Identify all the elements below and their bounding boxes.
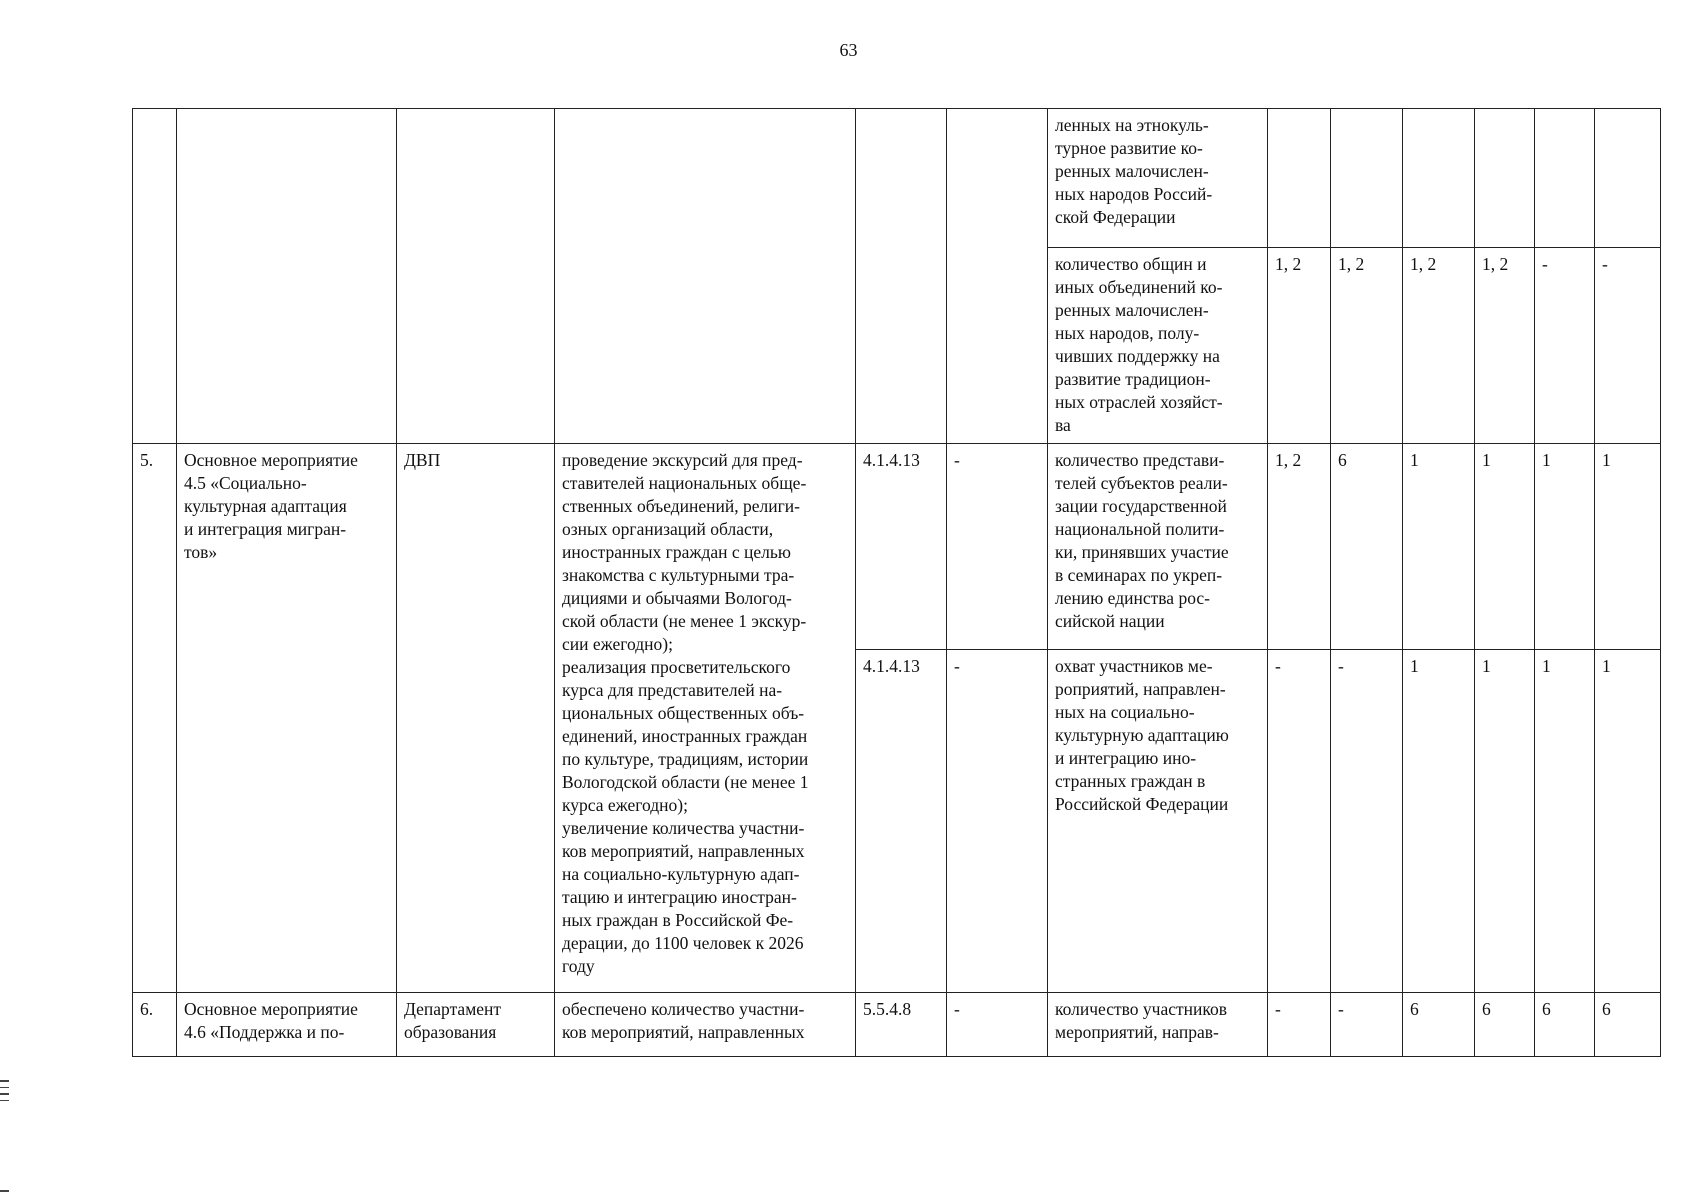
cell-num-empty bbox=[133, 109, 177, 444]
value-cell: - bbox=[1595, 248, 1661, 444]
executor-cell: ДВП bbox=[397, 444, 555, 993]
value-cell bbox=[1268, 109, 1331, 248]
value-cell: 1 bbox=[1403, 650, 1475, 993]
value-cell: 1 bbox=[1535, 444, 1595, 650]
value-cell: - bbox=[1535, 248, 1595, 444]
table-row bbox=[133, 109, 1661, 248]
row-number: 6. bbox=[133, 993, 177, 1057]
value-cell: 1 bbox=[1595, 444, 1661, 650]
indicator-name-cell: количество представи- телей субъектов реали- зации государственной национальной полити- ки, принявших участие в семинарах по укреп- лению единства рос- сийской нации bbox=[1048, 444, 1268, 650]
value-cell: 1 bbox=[1475, 650, 1535, 993]
value-cell: 1 bbox=[1595, 650, 1661, 993]
value-cell: 6 bbox=[1595, 993, 1661, 1057]
value-cell: - bbox=[1331, 650, 1403, 993]
cell-code-empty bbox=[856, 109, 947, 444]
executor-cell: Департамент образования bbox=[397, 993, 555, 1057]
value-cell: 1 bbox=[1475, 444, 1535, 650]
value-cell: 1, 2 bbox=[1331, 248, 1403, 444]
row-number: 5. bbox=[133, 444, 177, 993]
dash-cell: - bbox=[947, 444, 1048, 650]
scan-edge-marks bbox=[0, 1080, 10, 1106]
value-cell: 6 bbox=[1475, 993, 1535, 1057]
value-cell bbox=[1535, 109, 1595, 248]
value-cell: - bbox=[1268, 993, 1331, 1057]
value-cell bbox=[1403, 109, 1475, 248]
cell-event-empty bbox=[177, 109, 397, 444]
cell-dash-empty bbox=[947, 109, 1048, 444]
indicator-code-cell: 4.1.4.13 bbox=[856, 444, 947, 650]
value-cell: 1 bbox=[1403, 444, 1475, 650]
event-name-cell: Основное мероприятие 4.6 «Поддержка и по- bbox=[177, 993, 397, 1057]
cell-executor-empty bbox=[397, 109, 555, 444]
result-cell: обеспечено количество участни- ков мероприятий, направленных bbox=[555, 993, 856, 1057]
indicator-name-cell: количество участников мероприятий, направ- bbox=[1048, 993, 1268, 1057]
indicator-name-cell: охват участников ме- роприятий, направлен- ных на социально- культурную адаптацию и интеграцию ино- странных граждан в Российской Федерации bbox=[1048, 650, 1268, 993]
table-row bbox=[133, 444, 1661, 650]
value-cell: 6 bbox=[1331, 444, 1403, 650]
page-number: 63 bbox=[839, 40, 858, 60]
value-cell: - bbox=[1331, 993, 1403, 1057]
value-cell bbox=[1595, 109, 1661, 248]
value-cell: - bbox=[1268, 650, 1331, 993]
dash-cell: - bbox=[947, 993, 1048, 1057]
event-name-cell: Основное мероприятие 4.5 «Социально- культурная адаптация и интеграция мигран- тов» bbox=[177, 444, 397, 993]
value-cell: 1, 2 bbox=[1268, 444, 1331, 650]
value-cell: 1, 2 bbox=[1403, 248, 1475, 444]
dash-cell: - bbox=[947, 650, 1048, 993]
value-cell bbox=[1475, 109, 1535, 248]
indicator-code-cell: 5.5.4.8 bbox=[856, 993, 947, 1057]
table-row bbox=[133, 993, 1661, 1057]
indicator-code-cell: 4.1.4.13 bbox=[856, 650, 947, 993]
value-cell: 1, 2 bbox=[1475, 248, 1535, 444]
value-cell: 1 bbox=[1535, 650, 1595, 993]
indicator-name-cell: количество общин и иных объединений ко- ренных малочислен- ных народов, полу- чивших поддержку на развитие традицион- ных отраслей хозяйст- ва bbox=[1048, 248, 1268, 444]
value-cell: 6 bbox=[1535, 993, 1595, 1057]
value-cell: 1, 2 bbox=[1268, 248, 1331, 444]
indicator-name-cell: ленных на этнокуль- турное развитие ко- ренных малочислен- ных народов Россий- ской Федерации bbox=[1048, 109, 1268, 248]
value-cell: 6 bbox=[1403, 993, 1475, 1057]
result-cell: проведение экскурсий для пред- ставителей национальных обще- ственных объединений, религи- озных организаций области, иностранных граждан с целью знакомства с культурными тра- дициями и обычаями Вологод- ской области (не менее 1 экскур- сии ежегодно); реализация просветительского курса для представителей на- циональных общественных объ- единений, иностранных граждан по культуре, традициям, истории Вологодской области (не менее 1 курса ежегодно); увеличение количества участни- ков мероприятий, направленных на социально-культурную адап- тацию и интеграцию иностран- ных граждан в Российской Фе- дерации, до 1100 человек к 2026 году bbox=[555, 444, 856, 993]
program-table bbox=[132, 108, 1661, 1057]
cell-result-empty bbox=[555, 109, 856, 444]
value-cell bbox=[1331, 109, 1403, 248]
